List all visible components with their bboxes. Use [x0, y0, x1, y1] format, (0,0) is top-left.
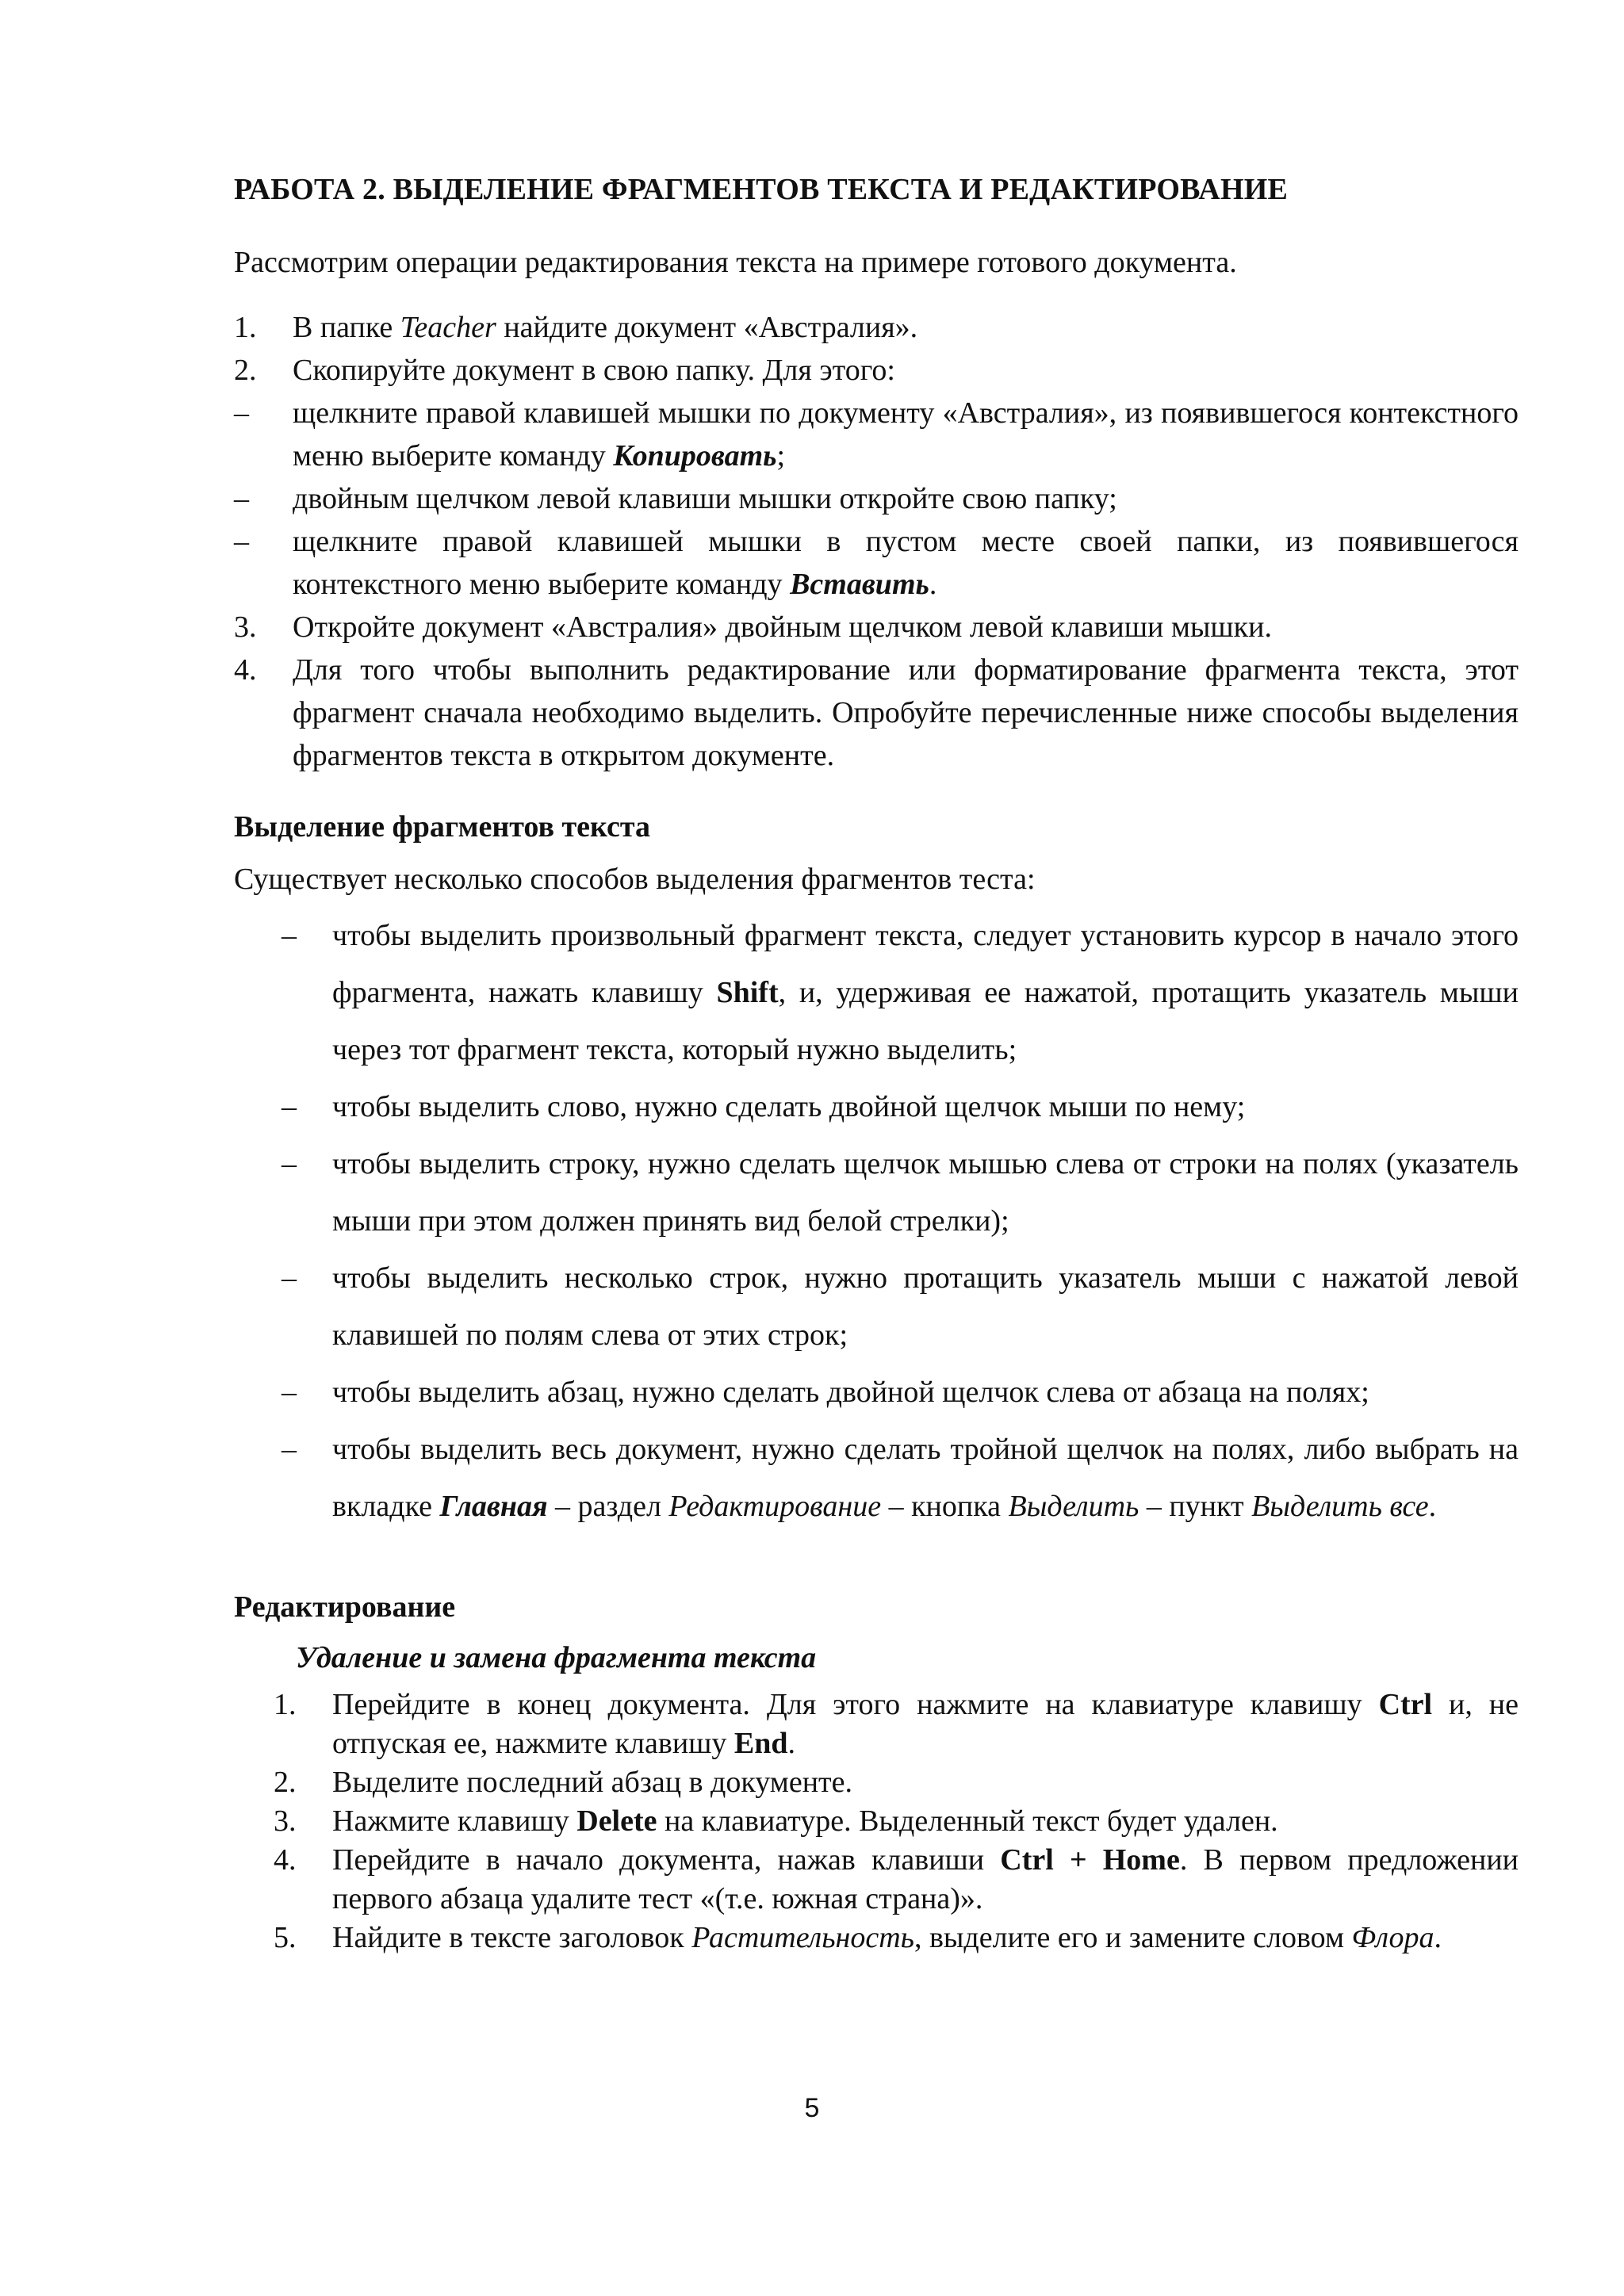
button-name: Выделить [1008, 1490, 1139, 1523]
list-item: 4. Перейдите в начало документа, нажав клавиши Ctrl + Home. В первом предложении первого абзаца удалите тест «(т.е. южная страна)». [274, 1841, 1519, 1919]
list-item: – чтобы выделить несколько строк, нужно протащить указатель мыши с нажатой левой клавишей по полям слева от этих строк; [282, 1249, 1519, 1364]
heading-reference: Растительность [691, 1921, 914, 1954]
command-name: Копировать [613, 439, 777, 473]
list-item: 5. Найдите в тексте заголовок Растительность, выделите его и замените словом Флора. [274, 1919, 1519, 1957]
menu-item-name: Выделить все [1251, 1490, 1429, 1523]
list-number: 2. [274, 1766, 297, 1799]
list-item: 3. Нажмите клавишу Delete на клавиатуре. Выделенный текст будет удален. [274, 1802, 1519, 1841]
dash-bullet: – [234, 396, 249, 430]
list-item: – чтобы выделить строку, нужно сделать щелчок мышью слева от строки на полях (указатель мыши при этом должен принять вид белой стрелки); [282, 1135, 1519, 1249]
list-item: 2. Выделите последний абзац в документе. [274, 1763, 1519, 1802]
list-number: 3. [274, 1804, 297, 1838]
list-item: 1. Перейдите в конец документа. Для этого нажмите на клавиатуре клавишу Ctrl и, не отпуская ее, нажмите клавишу End. [274, 1686, 1519, 1763]
list-number: 2. [234, 354, 257, 387]
section-name: Редактирование [668, 1490, 882, 1523]
list-number: 4. [274, 1843, 297, 1877]
editing-steps-list [274, 1686, 1519, 1957]
key-name: Shift [716, 976, 779, 1009]
list-number: 1. [234, 311, 257, 344]
page-title: РАБОТА 2. ВЫДЕЛЕНИЕ ФРАГМЕНТОВ ТЕКСТА И РЕДАКТИРОВАНИЕ [234, 173, 1288, 206]
list-number: 5. [274, 1921, 297, 1954]
key-name: Ctrl + Home [1000, 1843, 1180, 1877]
list-number: 4. [234, 653, 257, 687]
list-item: – щелкните правой клавишей мышки в пустом месте своей папки, из появившегося контекстного меню выберите команду Вставить. [234, 520, 1519, 606]
replacement-word: Флора [1351, 1921, 1434, 1954]
command-name: Вставить [790, 568, 929, 601]
list-item: 4. Для того чтобы выполнить редактирование или форматирование фрагмента текста, этот фрагмент сначала необходимо выделить. Опробуйте перечисленные ниже способы выделения фрагментов текста в открытом документе. [234, 649, 1519, 777]
list-item: – чтобы выделить слово, нужно сделать двойной щелчок мыши по нему; [282, 1078, 1519, 1135]
page-content [234, 168, 1519, 1957]
dash-bullet: – [282, 1147, 297, 1181]
list-item: 1. В папке Teacher найдите документ «Австралия». [234, 306, 1519, 349]
selection-methods-list [282, 907, 1519, 1535]
dash-bullet: – [282, 919, 297, 952]
intro-paragraph: Рассмотрим операции редактирования текста на примере готового документа. [234, 246, 1237, 279]
list-item: – щелкните правой клавишей мышки по документу «Австралия», из появившегося контекстного меню выберите команду Копировать; [234, 392, 1519, 477]
list-item: – двойным щелчком левой клавиши мышки откройте свою папку; [234, 477, 1519, 520]
dash-bullet: – [282, 1090, 297, 1123]
section-heading-selection: Выделение фрагментов текста [234, 810, 650, 844]
tab-name: Главная [439, 1490, 548, 1523]
key-name: Ctrl [1378, 1688, 1433, 1721]
key-name: End [733, 1727, 788, 1760]
list-number: 1. [274, 1688, 297, 1721]
key-name: Delete [576, 1804, 657, 1838]
dash-bullet: – [282, 1376, 297, 1409]
section-intro: Существует несколько способов выделения фрагментов теста: [234, 863, 1036, 896]
list-number: 3. [234, 610, 257, 644]
subsection-heading: Удаление и замена фрагмента текста [296, 1641, 817, 1674]
list-item: – чтобы выделить произвольный фрагмент текста, следует установить курсор в начало этого фрагмента, нажать клавишу Shift, и, удерживая ее нажатой, протащить указатель мыши через тот фрагмент текста, который нужно выделить; [282, 907, 1519, 1078]
list-item: – чтобы выделить абзац, нужно сделать двойной щелчок слева от абзаца на полях; [282, 1364, 1519, 1421]
steps-list [234, 306, 1519, 777]
list-item: – чтобы выделить весь документ, нужно сделать тройной щелчок на полях, либо выбрать на вкладке Главная – раздел Редактирование – кнопка Выделить – пункт Выделить все. [282, 1421, 1519, 1535]
dash-bullet: – [282, 1433, 297, 1466]
section-heading-editing: Редактирование [234, 1590, 456, 1624]
folder-name: Teacher [400, 311, 496, 344]
dash-bullet: – [282, 1261, 297, 1295]
dash-bullet: – [234, 525, 249, 558]
page-number: 5 [804, 2093, 820, 2123]
dash-bullet: – [234, 482, 249, 515]
list-item: 3. Откройте документ «Австралия» двойным щелчком левой клавиши мышки. [234, 606, 1519, 649]
list-item: 2. Скопируйте документ в свою папку. Для этого: [234, 349, 1519, 392]
